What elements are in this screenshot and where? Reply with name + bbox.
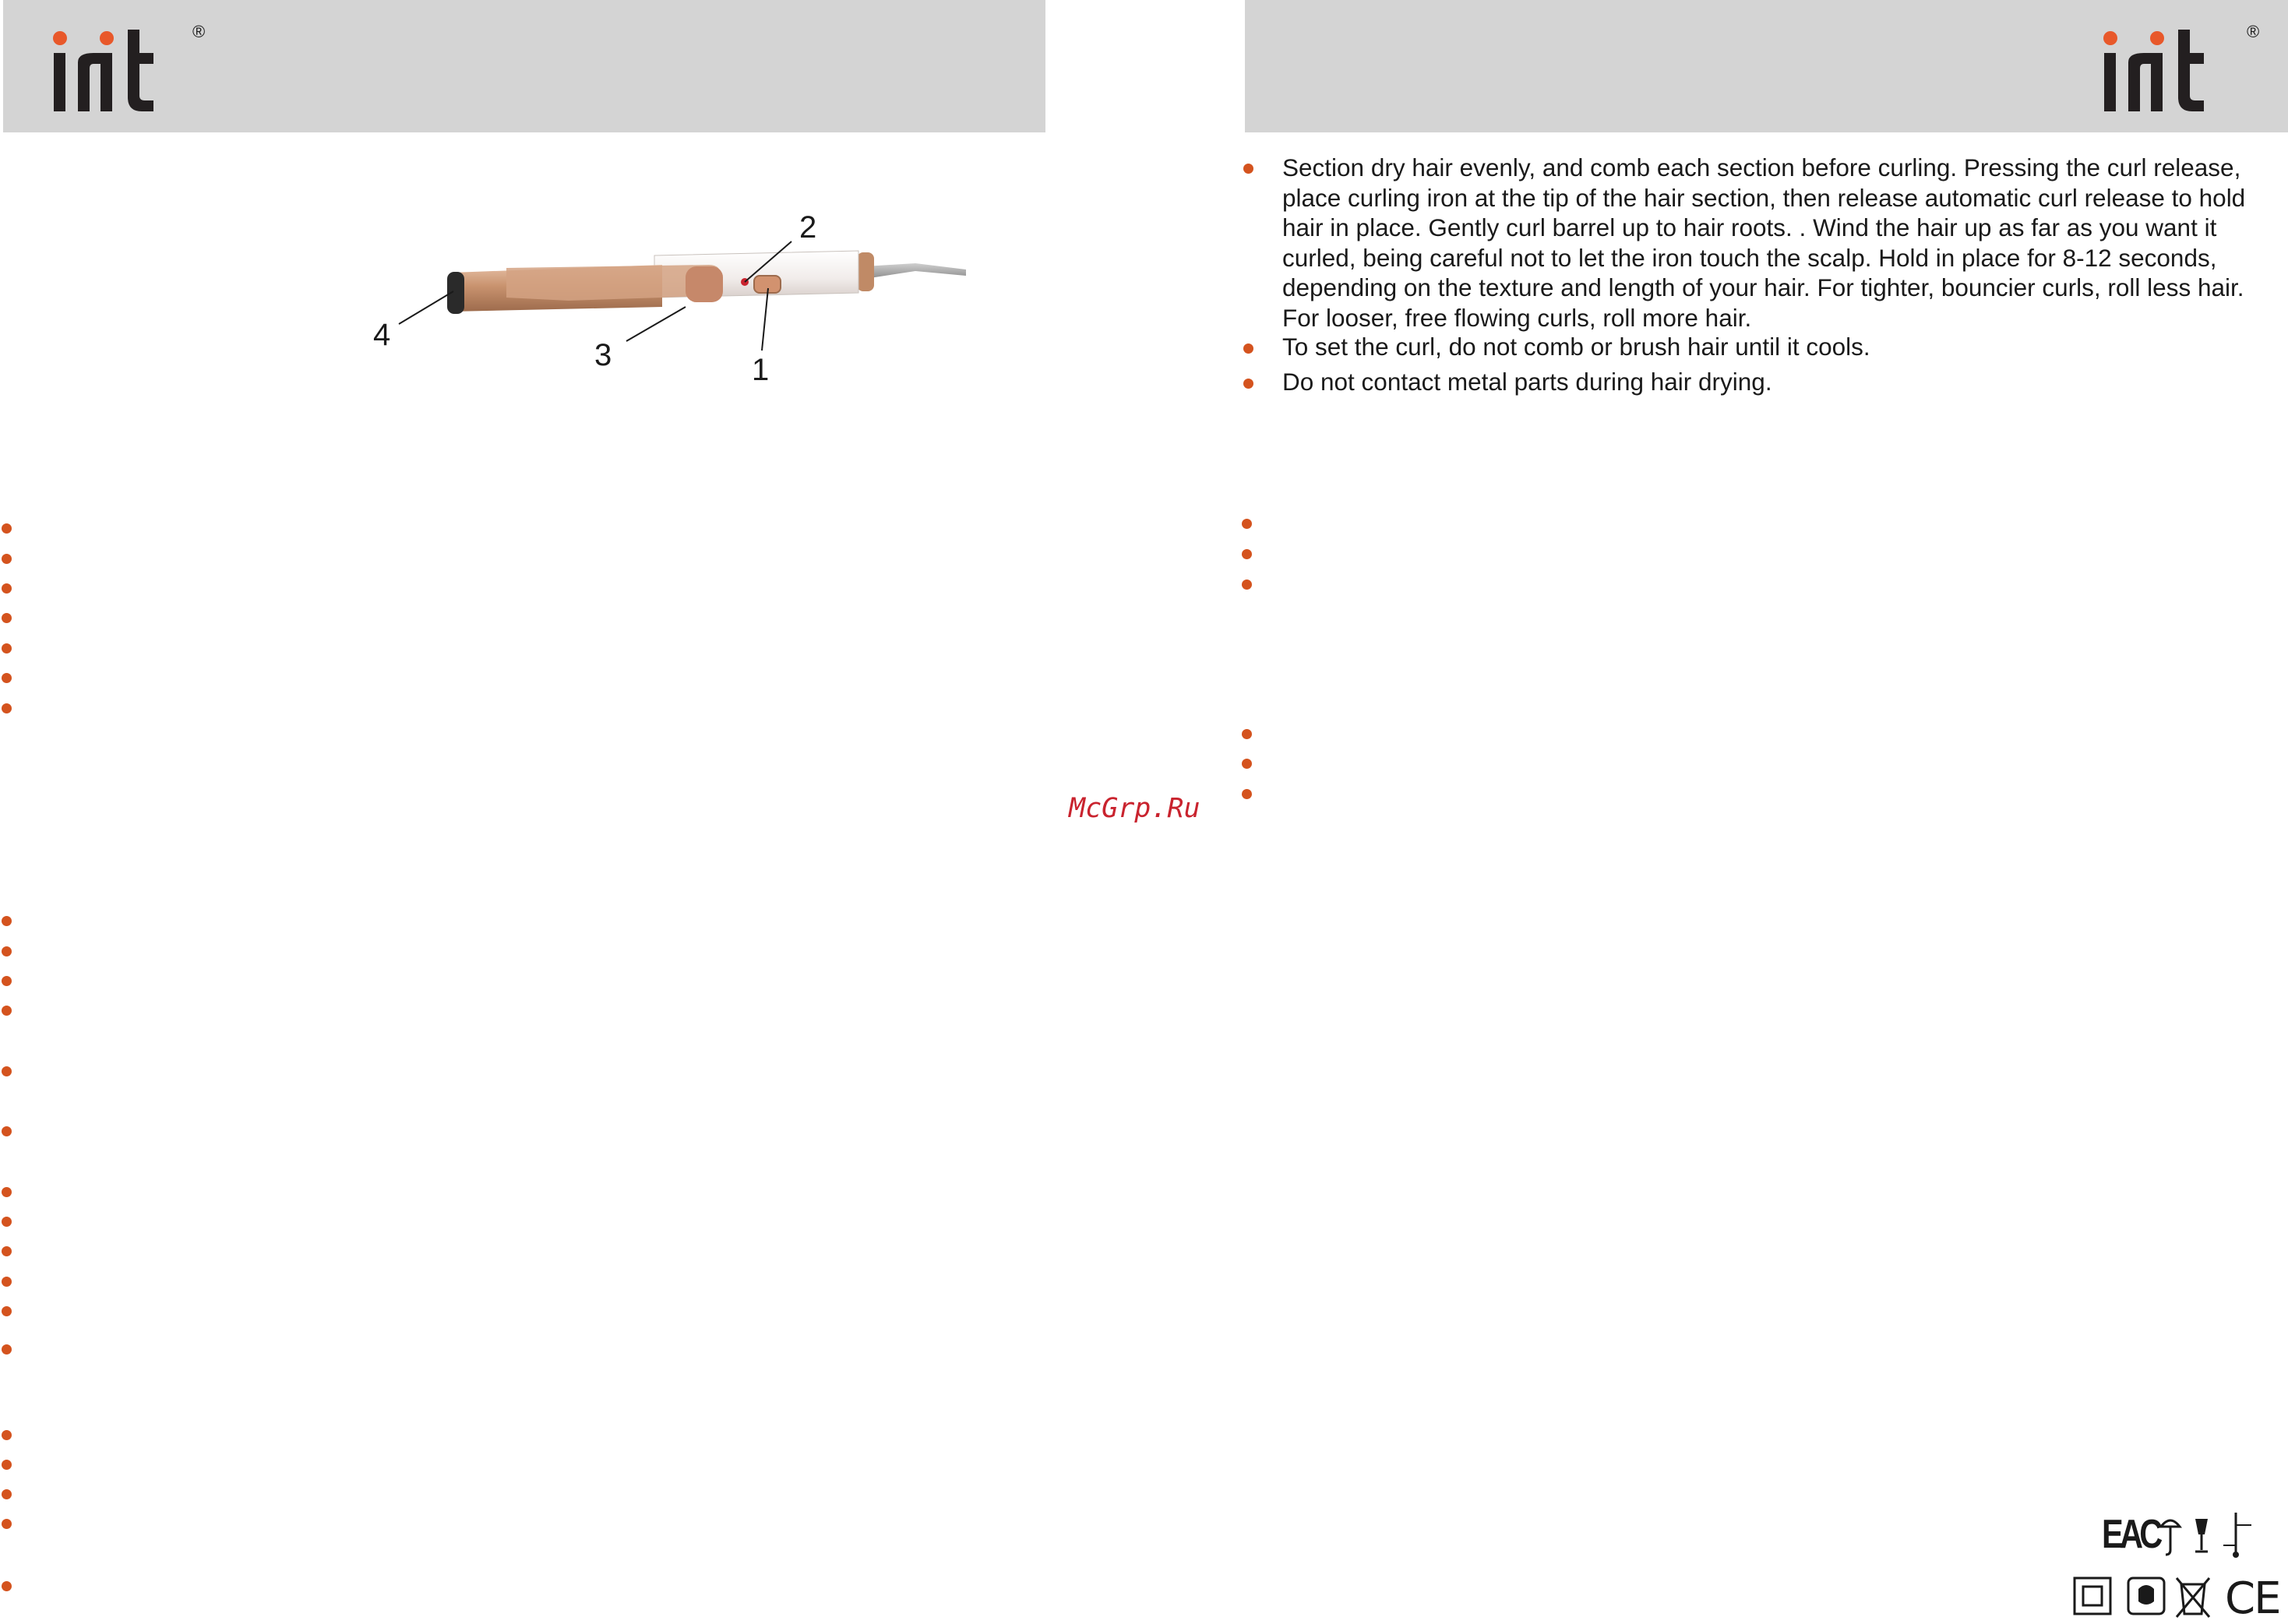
- bullet-icon: [2, 1519, 12, 1529]
- bullet-icon: [2, 1006, 12, 1016]
- bullet-icon: [2, 613, 12, 623]
- bullet-icon: [2, 703, 12, 713]
- callout-1: 1: [752, 353, 770, 387]
- certification-symbols: [2072, 1511, 2283, 1624]
- bullet-icon: [2, 976, 12, 986]
- ce-mark: CE: [2225, 1573, 2280, 1624]
- callout-2: 2: [799, 210, 817, 245]
- bullet-icon: [2, 1460, 12, 1470]
- bullet-icon: [2, 946, 12, 956]
- bullet-icon: [2, 583, 12, 594]
- bullet-icon: [1242, 549, 1252, 559]
- bullet-icon: [2, 673, 12, 683]
- callout-4: 4: [373, 318, 391, 352]
- bullet-icon: [2, 643, 12, 653]
- registered-mark: ®: [2247, 22, 2260, 41]
- curling-iron-diagram: [366, 210, 989, 397]
- bullet-icon: [1243, 379, 1253, 389]
- bullet-icon: [1242, 729, 1252, 739]
- curling-iron-illustration: [366, 210, 989, 397]
- bullet-icon: [2, 1277, 12, 1287]
- bullet-icon: [2, 1066, 12, 1076]
- power-cord: [865, 263, 966, 279]
- bullet-icon: [2, 1344, 12, 1355]
- right-logo: [2099, 22, 2270, 123]
- bullet-icon: [2, 1430, 12, 1440]
- bullet-icon: [1242, 579, 1252, 590]
- watermark: McGrp.Ru: [1069, 793, 1200, 824]
- eac-mark: EAC: [2102, 1512, 2159, 1557]
- bullet-icon: [2, 1581, 12, 1591]
- bullet-icon: [1242, 759, 1252, 769]
- bullet-icon: [1242, 789, 1252, 799]
- bullet-icon: [1243, 164, 1253, 174]
- handling-icons: [2158, 1511, 2283, 1561]
- bullet-icon: [1243, 343, 1253, 354]
- instruction-metal-parts: Do not contact metal parts during hair drying.: [1282, 368, 1772, 396]
- bullet-icon: [2, 1187, 12, 1197]
- bullet-icon: [1242, 519, 1252, 529]
- registered-mark: ®: [192, 22, 206, 41]
- bullet-icon: [2, 523, 12, 534]
- bullet-icon: [2, 554, 12, 564]
- instruction-set-curl: To set the curl, do not comb or brush hair until it cools.: [1282, 333, 1870, 361]
- bullet-icon: [2, 916, 12, 926]
- left-logo: [48, 22, 220, 123]
- bullet-icon: [2, 1126, 12, 1136]
- bullet-icon: [2, 1217, 12, 1227]
- bullet-icon: [2, 1246, 12, 1256]
- bullet-icon: [2, 1306, 12, 1316]
- instruction-curling: Section dry hair evenly, and comb each section before curling. Pressing the curl release, place curling iron at the tip of the hair section, then release automatic curl release to hold hair in place. Gently curl barrel up to hair roots. . Wind the hair up as far as you want it curled, being careful not to let the iron touch the scalp. Hold in place for 8-12 seconds, depending on the texture and length of your hair. For tighter, bouncier curls, roll less hair. For looser, free flowing curls, roll more hair.: [1282, 153, 2246, 332]
- callout-3: 3: [594, 338, 612, 372]
- bullet-icon: [2, 1489, 12, 1499]
